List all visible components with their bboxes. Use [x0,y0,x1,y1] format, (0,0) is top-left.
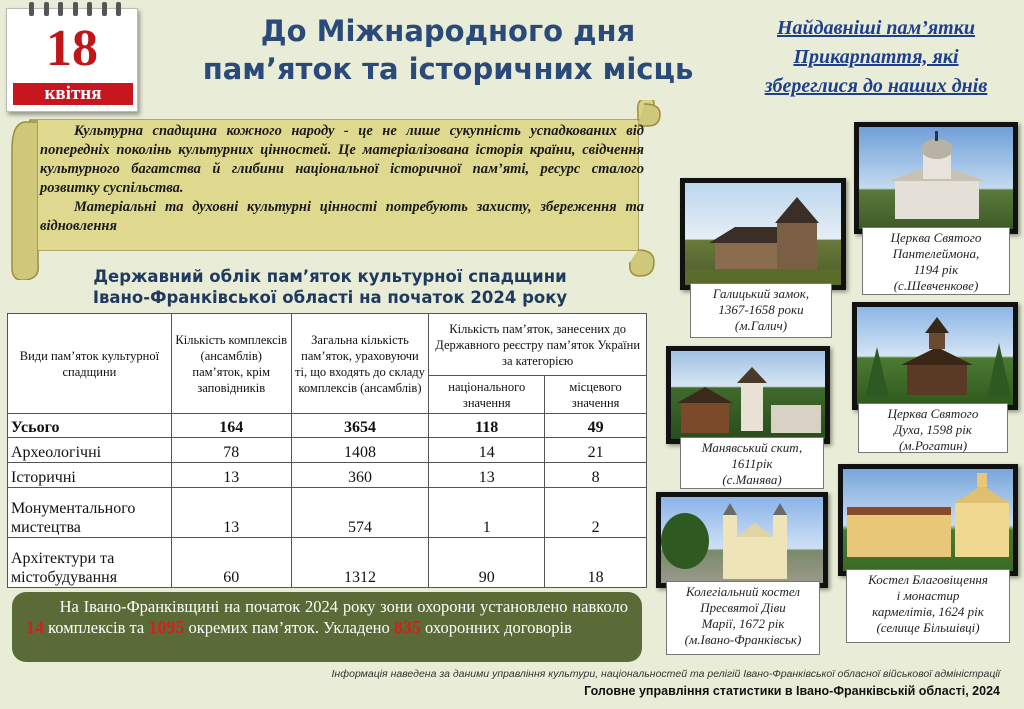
cell-type: Історичні [8,463,172,488]
zones-text-2: комплексів та [48,618,145,637]
caption-line: 1611рік [731,456,773,471]
caption-line: Духа, 1598 рік [894,422,972,437]
caption-line: Пантелеймона, [892,246,980,261]
zones-contracts-count: 835 [393,617,421,637]
header-total: Загальна кількість пам’яток, ураховуючи ті, що входять до складу комплексів (ансамблів) [291,314,429,414]
caption-line: 1194 рік [913,262,959,277]
page-title [148,12,748,88]
cell-complexes: 13 [171,488,291,538]
cell-local: 2 [545,488,647,538]
cell-local: 18 [545,538,647,588]
caption-line: Колегіальний костел [686,584,800,599]
cell-total: 574 [291,488,429,538]
zones-monuments-count: 1095 [148,617,185,637]
caption-line: (селище Більшівці) [876,620,980,635]
caption-line: Костел Благовіщення [868,572,988,587]
cell-local: 21 [545,438,647,463]
zones-text-1: На Івано-Франківщині на початок 2024 року зони охорони установлено навколо [59,597,628,616]
caption-line: (с.Манява) [722,472,782,487]
header-register: Кількість пам’яток, занесених до Державного реєстру пам’яток України за категорією [429,314,647,376]
cell-total: 1312 [291,538,429,588]
caption-line: Пресвятої Діви [700,600,786,615]
caption-line: Манявський скит, [701,440,803,455]
header-local: місцевого значення [545,376,647,414]
caption-line: і монастир [896,588,960,603]
cell-national: 13 [429,463,545,488]
st-panteleimon-photo [854,122,1018,234]
cell-national: 90 [429,538,545,588]
cell-type: Усього [8,414,172,438]
data-source-note: Інформація наведена за даними управління культури, національностей та релігій Івано-Франківської обласної військової адміністрації [331,668,1000,680]
table-row [8,414,647,438]
cell-complexes: 13 [171,463,291,488]
cell-complexes: 60 [171,538,291,588]
table-row [8,463,647,488]
intro-paragraph-2: Матеріальні та духовні культурні цінності потребують захисту, збереження та відновлення [40,199,644,234]
table-row [8,538,647,588]
cell-total: 3654 [291,414,429,438]
page-title-line1: До Міжнародного дня [260,14,636,48]
holy-spirit-church-photo [852,302,1018,410]
header-types: Види пам’яток культурної спадщини [8,314,172,414]
cell-type: Археологічні [8,438,172,463]
caption-line: Марії, 1672 рік [701,616,785,631]
caption-line: (с.Шевченкове) [893,278,979,293]
page-title-line2: пам’яток та історичних місць [202,52,694,86]
halych-castle-photo [680,178,846,290]
cell-total: 1408 [291,438,429,463]
landmarks-heading-line3: збереглися до наших днів [764,75,988,97]
header-national: національного значення [429,376,545,414]
caption-line: 1367-1658 роки [718,302,804,317]
zones-complexes-count: 14 [26,617,44,637]
cell-type: Монументального мистецтва [8,488,172,538]
registry-title-line2: Івано-Франківської області на початок 2024 року [92,288,568,307]
organization-credit: Головне управління статистики в Івано-Франківській області, 2024 [584,684,1000,698]
collegiate-church-photo [656,492,828,588]
caption-line: (м.Галич) [734,318,788,333]
maniava-skete-photo [666,346,830,444]
zones-text-4: охоронних договорів [425,618,572,637]
caption-line: (м.Івано-Франківськ) [684,632,802,647]
landmarks-heading-line2: Прикарпаття, які [793,46,959,68]
landmarks-heading-line1: Найдавніші пам’ятки [776,17,976,39]
registry-title [20,266,640,308]
cell-complexes: 78 [171,438,291,463]
caption-line: Церква Святого [890,230,982,245]
registry-title-line1: Державний облік пам’яток культурної спадщини [93,267,567,286]
caption-line: кармелітів, 1624 рік [872,604,984,619]
cell-national: 14 [429,438,545,463]
calendar-day: 18 [46,20,98,77]
caption-line: Церква Святого [887,406,979,421]
calendar-month: квітня [13,83,133,105]
table-row [8,488,647,538]
cell-local: 8 [545,463,647,488]
table-row [8,438,647,463]
protection-zones-note [12,592,642,662]
cell-complexes: 164 [171,414,291,438]
caption-line: (м.Рогатин) [898,438,968,453]
cell-total: 360 [291,463,429,488]
cell-local: 49 [545,414,647,438]
caption-line: Галицький замок, [712,286,810,301]
calendar-badge [6,8,138,112]
registry-table [7,313,647,588]
cell-national: 118 [429,414,545,438]
intro-paragraph-1: Культурна спадщина кожного народу - це не лише сукупність успадкованих від попередніх поколінь культурних цінностей. Це матеріалізована історія країни, свідчення культурного багатства й глибини національної історичної пам’яті, ресурс сталого розвитку суспільства. [40,123,644,196]
cell-type: Архітектури та містобудування [8,538,172,588]
header-complexes: Кількість комплексів (ансамблів) пам’яток, крім заповідників [171,314,291,414]
annunciation-church-photo [838,464,1018,576]
zones-text-3: окремих пам’яток. Укладено [188,618,390,637]
landmarks-heading [738,14,1014,101]
cell-national: 1 [429,488,545,538]
intro-text [40,122,644,236]
